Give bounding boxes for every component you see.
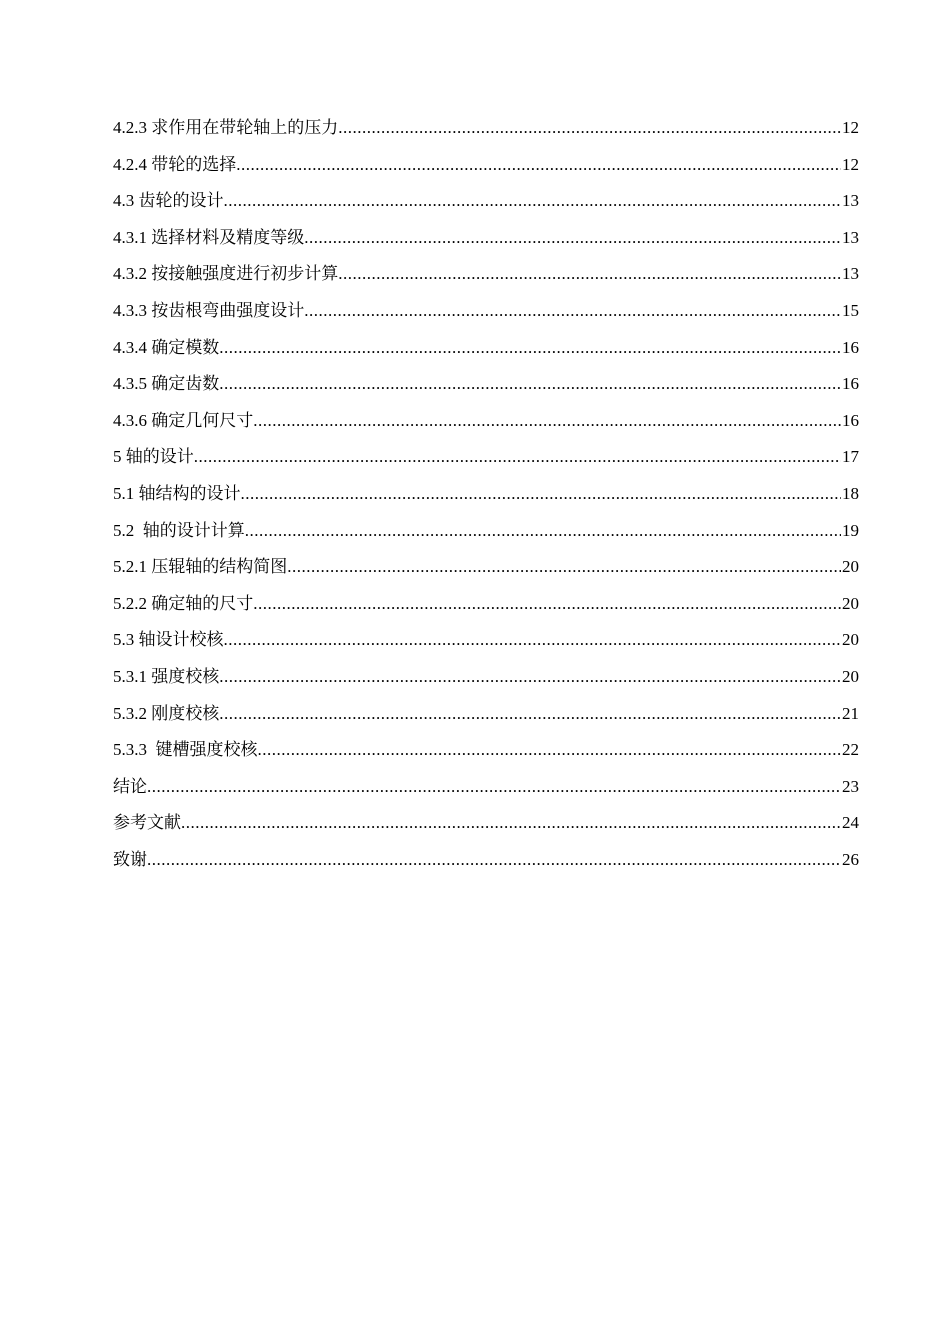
toc-entry-title: 4.3.3 按齿根弯曲强度设计 (113, 300, 305, 320)
toc-entry[interactable] (113, 732, 859, 769)
toc-entry-title: 4.3.5 确定齿数 (113, 374, 220, 394)
toc-entry-title: 5.3.1 强度校核 (113, 666, 220, 686)
toc-dot-leader (147, 842, 841, 879)
toc-dot-leader (241, 476, 842, 513)
toc-entry[interactable] (113, 805, 859, 842)
toc-page-number: 13 (842, 227, 859, 247)
toc-entry-title: 5.3.2 刚度校核 (113, 703, 220, 723)
toc-entry-title: 4.2.4 带轮的选择 (113, 154, 237, 174)
toc-dot-leader (253, 403, 841, 440)
toc-page-number: 22 (842, 740, 859, 760)
toc-entry-title: 4.3 齿轮的设计 (113, 191, 224, 211)
toc-entry-title: 5 轴的设计 (113, 447, 194, 467)
toc-entry-title: 4.3.1 选择材料及精度等级 (113, 227, 305, 247)
toc-entry-title: 5.2.2 确定轴的尺寸 (113, 593, 254, 613)
toc-entry-title: 5.3.3 键槽强度校核 (113, 740, 258, 760)
toc-page-number: 20 (842, 593, 859, 613)
toc-entry-title: 5.3 轴设计校核 (113, 630, 224, 650)
toc-entry[interactable] (113, 769, 859, 806)
toc-entry-title: 5.1 轴结构的设计 (113, 483, 241, 503)
toc-page-number: 13 (842, 264, 859, 284)
table-of-contents (113, 110, 859, 878)
toc-entry-title: 5.2 轴的设计计算 (113, 520, 245, 540)
toc-dot-leader (219, 330, 841, 367)
toc-page-number: 18 (842, 483, 859, 503)
toc-page-number: 12 (842, 154, 859, 174)
toc-dot-leader (304, 220, 841, 257)
toc-entry[interactable] (113, 842, 859, 879)
toc-dot-leader (194, 439, 841, 476)
toc-entry-title: 4.3.2 按接触强度进行初步计算 (113, 264, 339, 284)
toc-entry[interactable] (113, 110, 859, 147)
toc-page-number: 16 (842, 374, 859, 394)
toc-entry-title: 参考文献 (113, 813, 181, 833)
toc-entry[interactable] (113, 220, 859, 257)
toc-dot-leader (224, 183, 842, 220)
toc-page-number: 20 (842, 630, 859, 650)
toc-page-number: 26 (842, 849, 859, 869)
toc-dot-leader (258, 732, 842, 769)
toc-dot-leader (219, 659, 841, 696)
toc-entry[interactable] (113, 476, 859, 513)
toc-page-number: 20 (842, 557, 859, 577)
toc-entry-title: 结论 (113, 776, 147, 796)
toc-dot-leader (304, 293, 841, 330)
toc-page-number: 16 (842, 410, 859, 430)
toc-dot-leader (338, 256, 841, 293)
toc-page-number: 16 (842, 337, 859, 357)
toc-dot-leader (253, 586, 841, 623)
toc-entry[interactable] (113, 659, 859, 696)
toc-entry[interactable] (113, 366, 859, 403)
toc-page-number: 24 (842, 813, 859, 833)
toc-entry[interactable] (113, 439, 859, 476)
toc-entry-title: 4.3.6 确定几何尺寸 (113, 410, 254, 430)
toc-dot-leader (245, 513, 841, 550)
toc-dot-leader (224, 622, 842, 659)
toc-entry-title: 5.2.1 压辊轴的结构简图 (113, 557, 288, 577)
toc-dot-leader (236, 147, 841, 184)
toc-page-number: 13 (842, 191, 859, 211)
toc-entry[interactable] (113, 696, 859, 733)
toc-entry-title: 4.2.3 求作用在带轮轴上的压力 (113, 118, 339, 137)
toc-entry[interactable] (113, 330, 859, 367)
toc-entry[interactable] (113, 586, 859, 623)
toc-entry[interactable] (113, 513, 859, 550)
toc-entry[interactable] (113, 293, 859, 330)
toc-page-number: 12 (842, 118, 859, 137)
toc-dot-leader (147, 769, 841, 806)
toc-entry-title: 4.3.4 确定模数 (113, 337, 220, 357)
toc-page-number: 15 (842, 300, 859, 320)
toc-dot-leader (219, 366, 841, 403)
toc-entry[interactable] (113, 403, 859, 440)
toc-entry[interactable] (113, 622, 859, 659)
toc-entry[interactable] (113, 256, 859, 293)
toc-entry[interactable] (113, 549, 859, 586)
toc-entry[interactable] (113, 147, 859, 184)
toc-dot-leader (287, 549, 841, 586)
toc-dot-leader (181, 805, 841, 842)
toc-page-number: 19 (842, 520, 859, 540)
toc-dot-leader (338, 110, 841, 147)
toc-page-number: 17 (842, 447, 859, 467)
toc-entry-title: 致谢 (113, 849, 147, 869)
toc-page-number: 20 (842, 666, 859, 686)
toc-page-number: 23 (842, 776, 859, 796)
toc-entry[interactable] (113, 183, 859, 220)
toc-page-number: 21 (842, 703, 859, 723)
toc-dot-leader (219, 696, 841, 733)
